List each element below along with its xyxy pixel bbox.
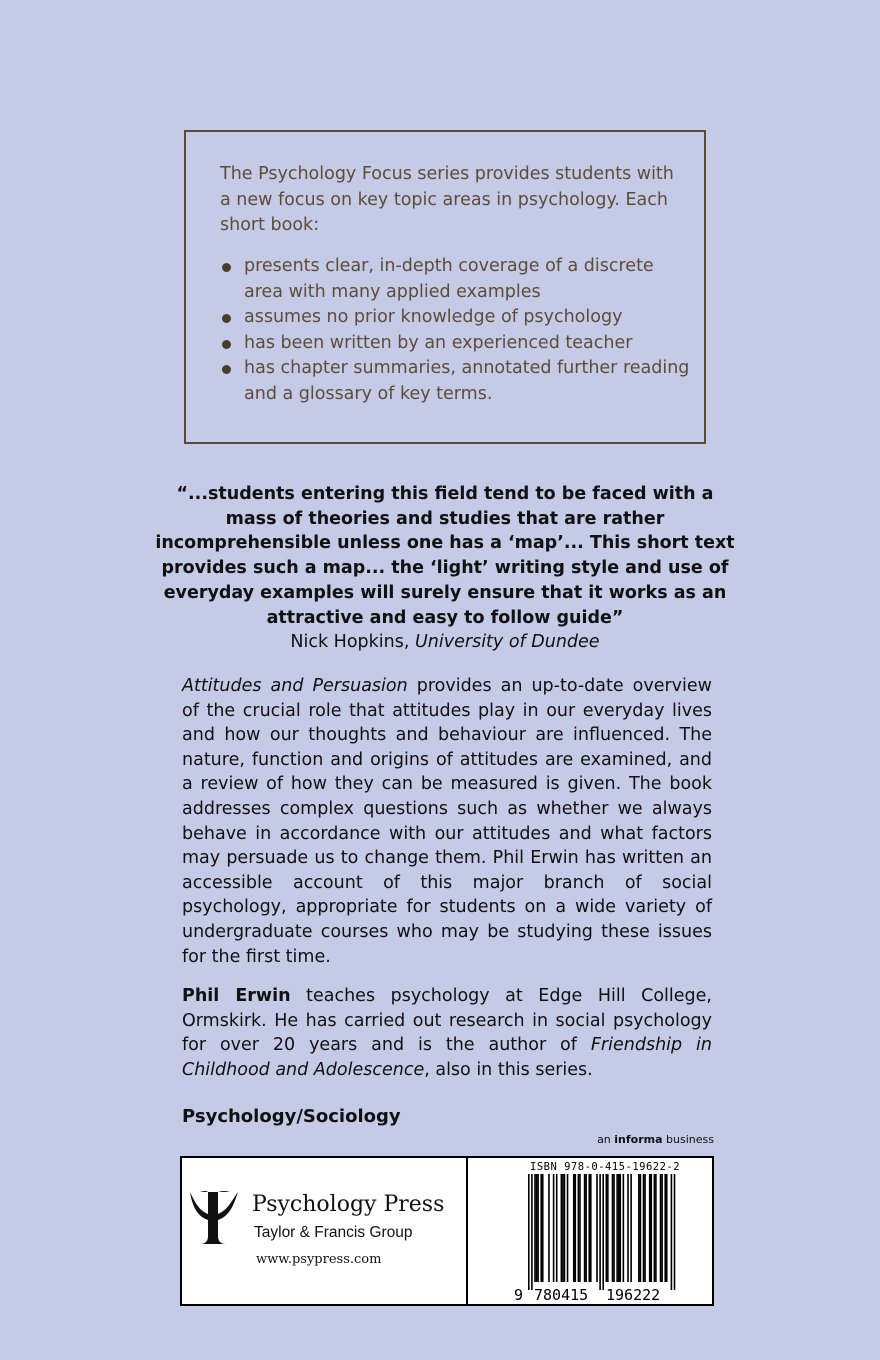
barcode-bar [664, 1174, 666, 1282]
publisher-url[interactable]: www.psypress.com [256, 1252, 382, 1267]
description-body: provides an up-to-date overview of the crucial role that attitudes play in our everyday lives and how our thoughts and behaviour are influenced. The nature, function and origins of attitudes are examined, and a review of how they can be measured is given. The book addresses complex questions such as whether we always behave in accordance with our attitudes and what factors may persuade us to change them. Phil Erwin has written an accessible account of this major branch of social psychology, appropriate for students on a wide variety of undergraduate courses who may be studying these issues for the first time. [182, 676, 712, 967]
barcode-bar [644, 1174, 646, 1282]
barcode-bar [548, 1174, 550, 1282]
bullet-icon [222, 314, 231, 323]
barcode-bar [650, 1174, 652, 1282]
barcode-bar [542, 1174, 544, 1282]
series-feature-list [220, 254, 690, 407]
barcode-bar [596, 1174, 598, 1282]
barcode-bar [531, 1174, 533, 1290]
barcode-bar [584, 1174, 586, 1282]
barcode-bar [561, 1174, 563, 1282]
bullet-icon [222, 263, 231, 272]
author-bio: Phil Erwin teaches psychology at Edge Hill College, Ormskirk. He has carried out research in social psychology for over 20 years and is the author of Friendship in Childhood and Adolescence, also in this series. [182, 986, 712, 1080]
barcode-graphic [468, 1158, 712, 1304]
informa-tagline: an informa business [597, 1133, 714, 1146]
barcode-bar [643, 1174, 645, 1282]
quote-author: Nick Hopkins [290, 632, 404, 652]
barcode-bar [602, 1174, 604, 1290]
barcode-bar [588, 1174, 590, 1282]
barcode-bar [536, 1174, 538, 1282]
list-item: assumes no prior knowledge of psychology [220, 305, 690, 331]
list-item: presents clear, in-depth coverage of a discrete area with many applied examples [220, 254, 690, 305]
publisher-group: Taylor & Francis Group [254, 1224, 413, 1241]
barcode-bar [623, 1174, 625, 1282]
barcode-bar [660, 1174, 662, 1282]
quote-affiliation: University of Dundee [415, 632, 600, 652]
barcode-bar [537, 1174, 539, 1282]
barcode-bar [528, 1174, 530, 1290]
psi-icon [186, 1188, 246, 1248]
barcode-bar [579, 1174, 581, 1282]
barcode-bar [655, 1174, 657, 1282]
barcode-bar [640, 1174, 642, 1282]
barcode-bar [654, 1174, 656, 1282]
barcode-bar [540, 1174, 542, 1282]
barcode-bar [674, 1174, 676, 1290]
bullet-icon [222, 365, 231, 374]
barcode-bar [612, 1174, 614, 1282]
barcode-bar [619, 1174, 621, 1282]
barcode-bar [553, 1174, 555, 1282]
quote-attribution: Nick Hopkins, University of Dundee [290, 632, 600, 652]
barcode-bar [556, 1174, 558, 1282]
barcode-first-digit: 9 [514, 1286, 524, 1304]
review-quote: “...students entering this field tend to be faced with a mass of theories and studies that are rather incomprehensible unless one has a ‘map’... This short text provides such a map... the ‘light’ writing style and use of everyday examples will surely ensure that it works as an attractive and easy to follow guide” [155, 484, 735, 628]
author-name: Phil Erwin [182, 986, 291, 1006]
barcode-right-digits: 196222 [606, 1286, 661, 1304]
barcode-bar [585, 1174, 587, 1282]
publisher-name: Psychology Press [252, 1192, 445, 1217]
bullet-icon [222, 340, 231, 349]
barcode-bar [578, 1174, 580, 1282]
barcode-bar [616, 1174, 618, 1282]
publisher-box [180, 1156, 468, 1306]
series-intro: The Psychology Focus series provides students with a new focus on key topic areas in psychology. Each short book: [220, 164, 674, 235]
barcode-bar [573, 1174, 575, 1282]
barcode-bar [627, 1174, 629, 1282]
barcode-bar [661, 1174, 663, 1282]
barcode-bar [630, 1174, 632, 1282]
series-info-box [184, 130, 706, 444]
barcode-bar [613, 1174, 615, 1282]
list-item: has chapter summaries, annotated further reading and a glossary of key terms. [220, 356, 690, 407]
barcode-bar [607, 1174, 609, 1282]
book-description [182, 674, 712, 969]
barcode-bar [590, 1174, 592, 1282]
related-book-title: Friendship in Childhood and Adolescence [182, 1035, 712, 1080]
barcode-bar [666, 1174, 668, 1282]
book-title: Attitudes and Persuasion [182, 676, 408, 696]
barcode-bar [562, 1174, 564, 1282]
subject-category: Psychology/Sociology [182, 1106, 401, 1127]
barcode-bar [599, 1174, 601, 1290]
barcode-box [466, 1156, 714, 1306]
list-item: has been written by an experienced teacher [220, 331, 690, 357]
barcode-bar [575, 1174, 577, 1282]
barcode-bar [606, 1174, 608, 1282]
barcode-left-digits: 780415 [534, 1286, 589, 1304]
barcode-bar [671, 1174, 673, 1290]
barcode-bar [534, 1174, 536, 1282]
barcode-bar [649, 1174, 651, 1282]
barcode-bar [564, 1174, 566, 1282]
barcode-bar [638, 1174, 640, 1282]
barcode-bar [567, 1174, 569, 1282]
isbn-label: ISBN 978-0-415-19622-2 [530, 1161, 681, 1173]
barcode-bar [618, 1174, 620, 1282]
